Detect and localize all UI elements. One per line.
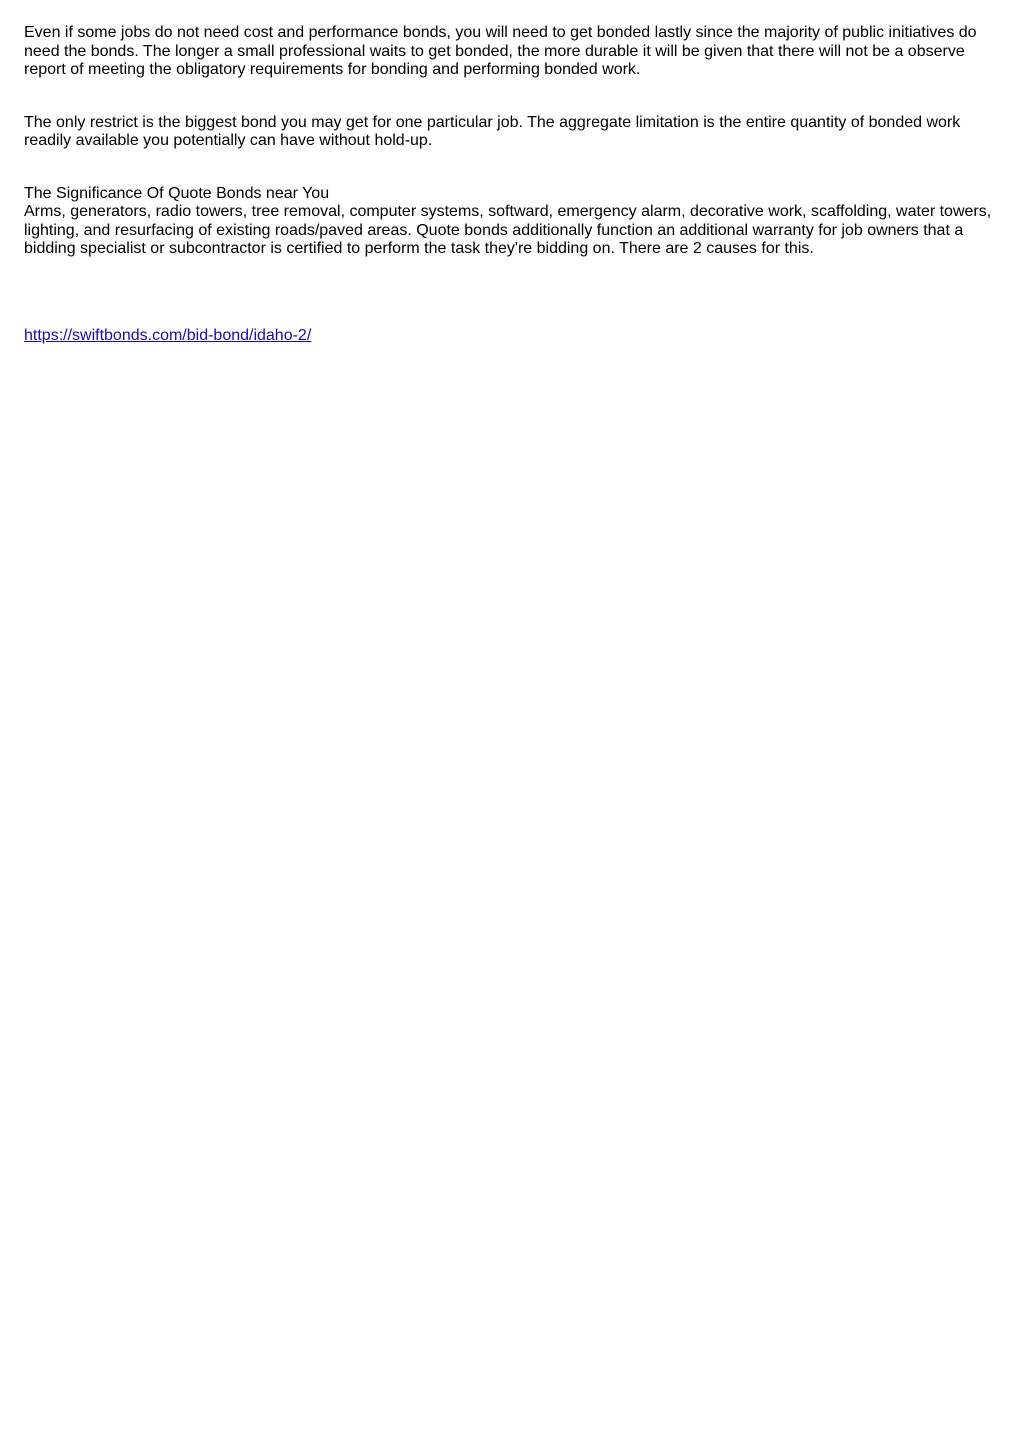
section-body: Arms, generators, radio towers, tree removal, computer systems, softward, emergency alarm, decorative work, scaffolding, water towers, lighting, and resurfacing of existing roads/paved areas. Quote bonds additionally function an additional warranty for job owners that a bidding specialist or subcontractor is certified to perform the task they're bidding on. There are 2 causes for this. [24,203,992,257]
quote-bonds-section [24,185,1002,259]
swiftbonds-link[interactable]: https://swiftbonds.com/bid-bond/idaho-2/ [24,326,312,344]
link-container [24,327,1002,346]
document-page [24,24,1002,345]
section-title: The Significance Of Quote Bonds near You [24,184,330,202]
paragraph-bond-limits: The only restrict is the biggest bond you may get for one particular job. The aggregate limitation is the entire quantity of bonded work readily available you potentially can have without hold-up. [24,113,961,149]
paragraph-bonding-intro: Even if some jobs do not need cost and performance bonds, you will need to get bonded lastly since the majority of public initiatives do need the bonds. The longer a small professional waits to get bonded, the more durable it will be given that there will not be a observe report of meeting the obligatory requirements for bonding and performing bonded work. [24,24,977,78]
